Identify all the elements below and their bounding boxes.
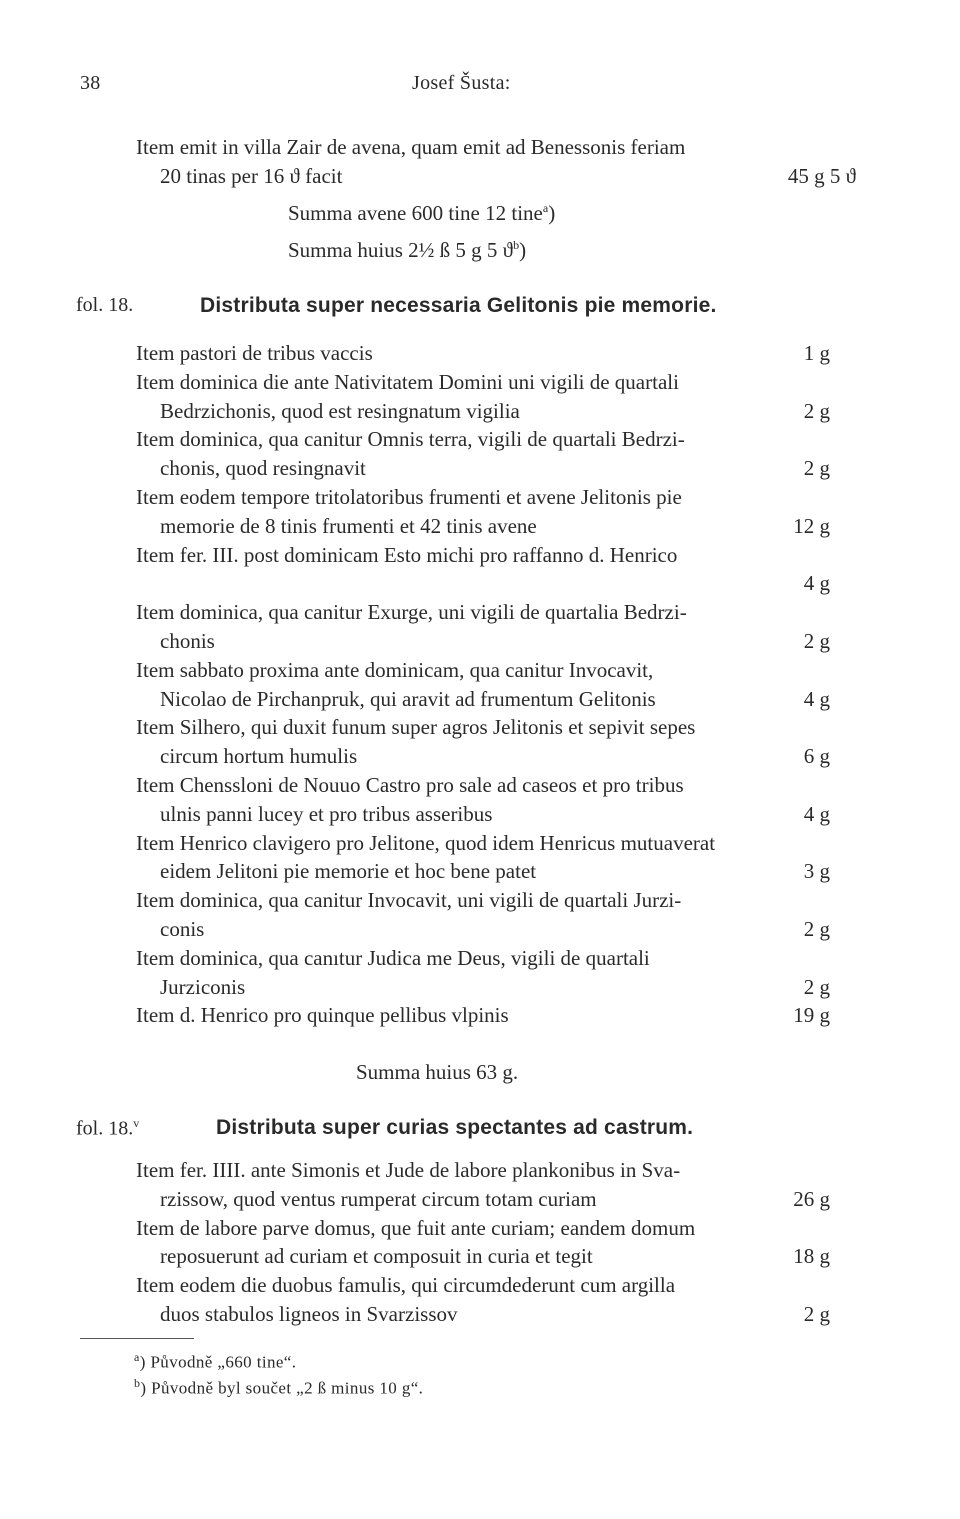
ledger-entry xyxy=(136,1214,856,1272)
entry-amount: 12 g xyxy=(793,513,830,538)
entry-line xyxy=(136,368,856,397)
ledger-entry xyxy=(136,829,856,887)
entry-line xyxy=(136,742,856,771)
entry-line xyxy=(136,1300,856,1329)
ledger-entry xyxy=(136,368,856,426)
entry-text: Item dominica, qua canıtur Judica me Deus, vigili de quartali xyxy=(136,945,650,970)
entry-amount xyxy=(830,1271,856,1300)
entry-amount: 26 g xyxy=(793,1186,830,1211)
summa-text: Summa huius 2½ ß 5 g 5 ϑ xyxy=(288,238,514,262)
ledger-entry xyxy=(136,483,856,541)
entry-text: Item fer. IIII. ante Simonis et Jude de labore plankonibus in Sva- xyxy=(136,1158,681,1182)
ledger-entry xyxy=(136,425,856,483)
entry-text: Nicolao de Pirchanpruk, qui aravit ad frumentum Gelitonis xyxy=(160,686,656,711)
entry-amount xyxy=(830,483,856,512)
ledger-entry xyxy=(136,1001,856,1030)
ledger-entry xyxy=(136,771,856,829)
entry-line xyxy=(136,425,856,454)
entry-text: Item d. Henrico pro quinque pellibus vlpinis xyxy=(136,1003,509,1028)
entry-text: Jurziconis xyxy=(160,974,246,999)
ledger-entry xyxy=(136,1271,856,1329)
entry-line xyxy=(136,627,856,656)
footnote-text: Původně byl součet „2 ß minus 10 g“. xyxy=(151,1378,424,1398)
entry-text: conis xyxy=(160,916,205,941)
section-summa: Summa huius 63 g. xyxy=(356,1060,519,1084)
entry-line xyxy=(136,133,856,162)
entry-amount: 45 g 5 ϑ xyxy=(787,163,856,188)
ledger-entry xyxy=(136,1156,856,1214)
entry-amount: 2 g xyxy=(803,916,830,941)
entry-line xyxy=(136,685,856,714)
entry-amount xyxy=(830,713,856,742)
entry-amount: 2 g xyxy=(803,1301,830,1326)
footnote: $^b$) Původně byl součet „2 ß minus 10 g“. xyxy=(134,1376,424,1398)
entry-line xyxy=(136,1271,856,1300)
ledger-entry xyxy=(136,886,856,944)
ledger-entry xyxy=(136,713,856,771)
entry-amount xyxy=(830,598,856,627)
footnote: $^a$) Původně „660 tine“. xyxy=(134,1350,297,1372)
entry-amount: 6 g xyxy=(803,744,830,769)
entry-line xyxy=(136,454,856,483)
folio-verso: v xyxy=(133,1116,140,1130)
entry-amount xyxy=(830,1214,856,1243)
entry-line xyxy=(136,1156,856,1185)
entry-text: 20 tinas per 16 ϑ facit xyxy=(160,163,343,188)
entry-line xyxy=(136,569,856,598)
ledger-entry xyxy=(136,339,856,368)
section2-entries xyxy=(136,1156,856,1329)
entry-amount xyxy=(830,425,856,454)
footnote-rule xyxy=(80,1338,194,1339)
entry-text: chonis, quod resingnavit xyxy=(160,456,366,481)
entry-text: Item dominica die ante Nativitatem Domini uni vigili de quartali xyxy=(136,369,679,394)
entry-line xyxy=(136,973,856,1002)
entry-amount xyxy=(830,829,856,858)
entry-line xyxy=(136,162,856,191)
footnote-text: Původně „660 tine“. xyxy=(150,1352,297,1372)
entry-text: Item emit in villa Zair de avena, quam emit ad Benessonis feriam xyxy=(136,135,686,159)
entry-text: Item fer. III. post dominicam Esto michi pro raffanno d. Henrico xyxy=(136,542,678,567)
summa-text: Summa avene 600 tine 12 tine xyxy=(288,201,543,225)
entry-text: memorie de 8 tinis frumenti et 42 tinis avene xyxy=(160,513,537,538)
entry-amount xyxy=(830,541,856,570)
entry-line xyxy=(136,800,856,829)
footnote-mark: a xyxy=(134,1350,140,1364)
entry-line xyxy=(136,915,856,944)
ledger-entry xyxy=(136,541,856,599)
entry-line xyxy=(136,598,856,627)
entry-line xyxy=(136,857,856,886)
entry-text: Item Silhero, qui duxit funum super agros Jelitonis et sepivit sepes xyxy=(136,715,696,740)
entry-amount xyxy=(830,1156,856,1185)
entry-text: Item de labore parve domus, que fuit ante curiam; eandem domum xyxy=(136,1215,696,1240)
entry-amount: 2 g xyxy=(803,974,830,999)
entry-line xyxy=(136,1001,856,1030)
entry-text: circum hortum humulis xyxy=(160,744,358,769)
entry-line xyxy=(136,1214,856,1243)
ledger-entry xyxy=(136,944,856,1002)
folio-reference: fol. 18. xyxy=(76,294,134,316)
section-heading: Distributa super curias spectantes ad castrum. xyxy=(216,1116,694,1139)
entry-line xyxy=(136,512,856,541)
entry-amount: 3 g xyxy=(803,859,830,884)
entry-text: Item Henrico clavigero pro Jelitone, quod idem Henricus mutuaverat xyxy=(136,830,716,855)
entry-text: Item Chenssloni de Nouuo Castro pro sale ad caseos et pro tribus xyxy=(136,772,684,797)
entry-text: chonis xyxy=(160,628,215,653)
entry-text: eidem Jelitoni pie memorie et hoc bene patet xyxy=(160,859,537,884)
entry-line xyxy=(136,829,856,858)
entry-amount: 4 g xyxy=(803,801,830,826)
entry-amount: 4 g xyxy=(803,571,830,596)
entry-line xyxy=(136,1242,856,1271)
entry-text: Item dominica, qua canitur Omnis terra, vigili de quartali Bedrzi- xyxy=(136,427,685,452)
ledger-entry xyxy=(136,656,856,714)
entry-line xyxy=(136,713,856,742)
entry-text: ulnis panni lucey et pro tribus asseribus xyxy=(160,801,493,826)
entry-text: Item eodem tempore tritolatoribus frumenti et avene Jelitonis pie xyxy=(136,484,682,509)
summa-avene: Summa avene 600 tine 12 tine$^a$) xyxy=(288,201,556,225)
entry-line xyxy=(136,483,856,512)
entry-line xyxy=(136,944,856,973)
entry-amount: 1 g xyxy=(803,341,830,365)
entry-text: Item sabbato proxima ante dominicam, qua canitur Invocavit, xyxy=(136,657,654,682)
entry-amount xyxy=(830,771,856,800)
entry-text: duos stabulos ligneos in Svarzissov xyxy=(160,1301,458,1326)
entry-amount xyxy=(830,944,856,973)
folio-reference xyxy=(76,1116,139,1141)
summa-huius: Summa huius 2½ ß 5 g 5 $ϑ^b$) xyxy=(288,238,527,262)
running-title: Josef Šusta: xyxy=(412,72,511,94)
entry-text: Item dominica, qua canitur Exurge, uni vigili de quartalia Bedrzi- xyxy=(136,600,687,625)
page-number: 38 xyxy=(80,72,101,94)
entry-line xyxy=(136,541,856,570)
footnote-mark: b xyxy=(134,1376,141,1390)
footnote-ref: a xyxy=(542,201,549,215)
entry-amount: 2 g xyxy=(803,456,830,481)
entry-amount: 4 g xyxy=(803,686,830,711)
entry-amount: 19 g xyxy=(793,1003,830,1028)
footnote-ref: b xyxy=(513,238,520,252)
ledger-entry xyxy=(136,598,856,656)
entry-amount: 18 g xyxy=(793,1244,830,1269)
entry-line xyxy=(136,1185,856,1214)
section-heading: Distributa super necessaria Gelitonis pie memorie. xyxy=(200,294,717,317)
entry-amount: 2 g xyxy=(803,398,830,423)
top-entry xyxy=(136,133,856,191)
entry-line xyxy=(136,656,856,685)
entry-line xyxy=(136,886,856,915)
entry-amount: 2 g xyxy=(803,628,830,653)
entry-text: Item pastori de tribus vaccis xyxy=(136,341,373,365)
entry-amount xyxy=(830,656,856,685)
entry-line xyxy=(136,397,856,426)
entry-text: Item dominica, qua canitur Invocavit, uni vigili de quartali Jurzi- xyxy=(136,888,682,913)
entry-amount xyxy=(830,368,856,397)
entry-text: reposuerunt ad curiam et composuit in curia et tegit xyxy=(160,1244,593,1269)
entry-line xyxy=(136,339,856,368)
entry-text: rzissow, quod ventus rumperat circum totam curiam xyxy=(160,1186,597,1211)
section1-entries xyxy=(136,339,856,1030)
entry-amount xyxy=(830,886,856,915)
folio-text: fol. 18. xyxy=(76,1117,134,1140)
entry-text: Bedrzichonis, quod est resingnatum vigilia xyxy=(160,398,520,423)
entry-text: Item eodem die duobus famulis, qui circumdederunt cum argilla xyxy=(136,1273,676,1298)
entry-line xyxy=(136,771,856,800)
